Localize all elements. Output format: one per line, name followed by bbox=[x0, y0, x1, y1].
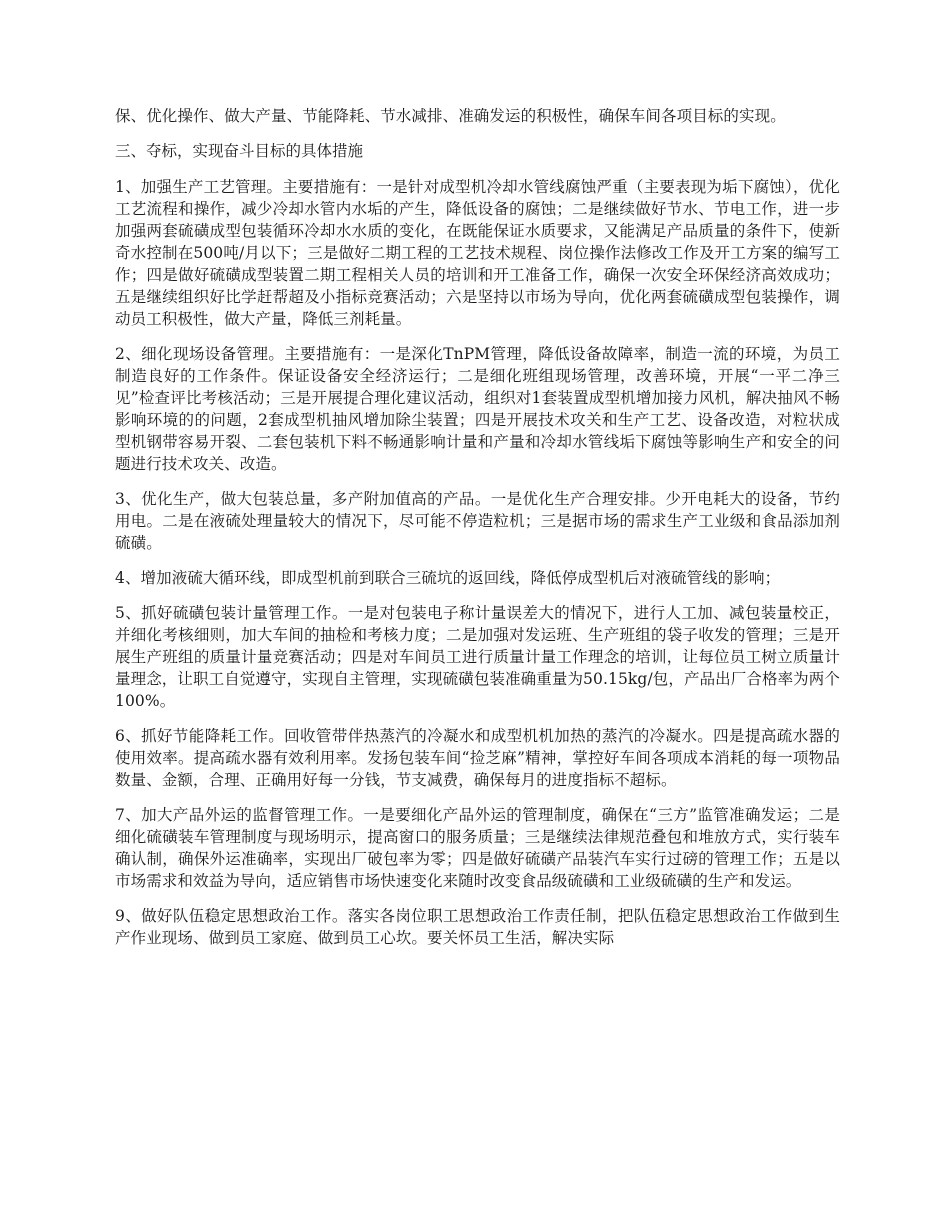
section-heading: 三、夺标，实现奋斗目标的具体措施 bbox=[115, 142, 364, 160]
paragraph-item-4: 4、增加液硫大循环线，即成型机前到联合三硫坑的返回线，降低停成型机后对液硫管线的影响； bbox=[115, 569, 781, 587]
paragraph-item-7: 7、加大产品外运的监督管理工作。一是要细化产品外运的管理制度，确保在“三方”监管准确发运；二是细化硫磺装车管理制度与现场明示，提高窗口的服务质量；三是继续法律规范叠包和堆放方式，实行装车确认制，确保外运准确率，实现出厂破包率为零；四是做好硫磺产品装汽车实行过磅的管理工作；五是以市场需求和效益为导向，适应销售市场快速变化来随时改变食品级硫磺和工业级硫磺的生产和发运。 bbox=[115, 806, 840, 890]
paragraph-intro-tail: 保、优化操作、做大产量、节能降耗、节水减排、准确发运的积极性，确保车间各项目标的实现。 bbox=[115, 107, 786, 125]
paragraph-item-6: 6、抓好节能降耗工作。回收管带伴热蒸汽的冷凝水和成型机机加热的蒸汽的冷凝水。四是提高疏水器的使用效率。提高疏水器有效利用率。发扬包装车间“捡芝麻”精神，掌控好车间各项成本消耗的每一项物品数量、金额，合理、正确用好每一分钱，节支减费，确保每月的进度指标不超标。 bbox=[115, 727, 840, 789]
paragraph-item-5: 5、抓好硫磺包装计量管理工作。一是对包装电子称计量误差大的情况下，进行人工加、减包装量校正，并细化考核细则，加大车间的抽检和考核力度；二是加强对发运班、生产班组的袋子收发的管理；三是开展生产班组的质量计量竞赛活动；四是对车间员工进行质量计量工作理念的培训，让每位员工树立质量计量理念，让职工自觉遵守，实现自主管理，实现硫磺包装准确重量为50.15kg/包，产品出厂合格率为两个100%。 bbox=[115, 604, 840, 710]
paragraph-item-2: 2、细化现场设备管理。主要措施有：一是深化TnPM管理，降低设备故障率，制造一流的环境，为员工制造良好的工作条件。保证设备安全经济运行；二是细化班组现场管理，改善环境，开展“一平二净三见”检查评比考核活动；三是开展提合理化建议活动，组织对1套装置成型机增加接力风机，解决抽风不畅影响环境的的问题，2套成型机抽风增加除尘装置；四是开展技术攻关和生产工艺、设备改造，对粒状成型机钢带容易开裂、二套包装机下料不畅通影响计量和产量和冷却水管线垢下腐蚀等影响生产和安全的问题进行技术攻关、改造。 bbox=[115, 345, 840, 473]
paragraph-item-3: 3、优化生产，做大包装总量，多产附加值高的产品。一是优化生产合理安排。少开电耗大的设备，节约用电。二是在液硫处理量较大的情况下，尽可能不停造粒机；三是据市场的需求生产工业级和食品添加剂硫磺。 bbox=[115, 490, 840, 552]
paragraph-item-9: 9、做好队伍稳定思想政治工作。落实各岗位职工思想政治工作责任制，把队伍稳定思想政治工作做到生产作业现场、做到员工家庭、做到员工心坎。要关怀员工生活，解决实际 bbox=[115, 907, 840, 947]
document-body bbox=[115, 105, 840, 962]
paragraph-item-1: 1、加强生产工艺管理。主要措施有：一是针对成型机冷却水管线腐蚀严重（主要表现为垢下腐蚀），优化工艺流程和操作，减少冷却水管内水垢的产生，降低设备的腐蚀；二是继续做好节水、节电工作，进一步加强两套硫磺成型包装循环冷却水水质的变化，在既能保证水质要求，又能满足产品质量的条件下，使新奇水控制在500吨/月以下；三是做好二期工程的工艺技术规程、岗位操作法修改工作及开工方案的编写工作；四是做好硫磺成型装置二期工程相关人员的培训和开工准备工作，确保一次安全环保经济高效成功；五是继续组织好比学赶帮超及小指标竞赛活动；六是坚持以市场为导向，优化两套硫磺成型包装操作，调动员工积极性，做大产量，降低三剂耗量。 bbox=[115, 178, 840, 328]
